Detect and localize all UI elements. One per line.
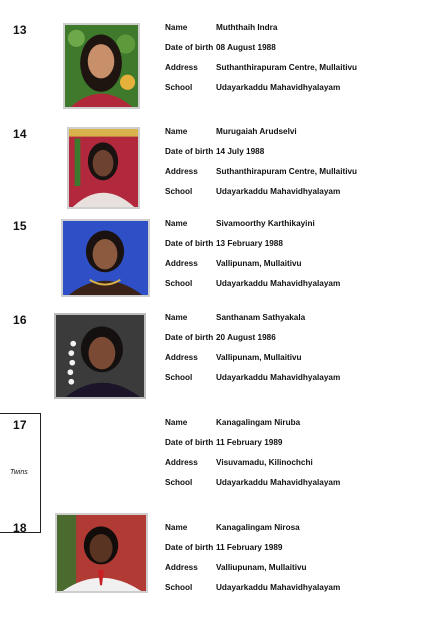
address-label: Address — [165, 63, 198, 72]
school-value: Udayarkaddu Mahavidhyalayam — [216, 187, 341, 196]
name-label: Name — [165, 219, 188, 228]
school-label: School — [165, 583, 193, 592]
school-value: Udayarkaddu Mahavidhyalayam — [216, 279, 341, 288]
portrait-photo — [55, 513, 148, 593]
portrait-photo — [61, 219, 150, 297]
address-value: Suthanthirapuram Centre, Mullaitivu — [216, 167, 358, 176]
address-label: Address — [165, 353, 198, 362]
school-label: School — [165, 279, 193, 288]
dob-label: Date of birth — [165, 239, 214, 248]
school-value: Udayarkaddu Mahavidhyalayam — [216, 83, 341, 92]
entry-number: 18 — [13, 521, 27, 535]
address-value: Visuvamadu, Kilinochchi — [216, 458, 313, 467]
address-value: Suthanthirapuram Centre, Mullaitivu — [216, 63, 358, 72]
address-label: Address — [165, 563, 198, 572]
address-label: Address — [165, 458, 198, 467]
dob-label: Date of birth — [165, 543, 214, 552]
name-label: Name — [165, 523, 188, 532]
name-value: Kanagalingam Nirosa — [216, 523, 300, 532]
dob-value: 14 July 1988 — [216, 147, 265, 156]
school-value: Udayarkaddu Mahavidhyalayam — [216, 583, 341, 592]
school-value: Udayarkaddu Mahavidhyalayam — [216, 373, 341, 382]
name-value: Muththaih Indra — [216, 23, 278, 32]
name-value: Murugaiah Arudselvi — [216, 127, 297, 136]
school-label: School — [165, 373, 193, 382]
entry-number: 13 — [13, 23, 27, 37]
name-value: Santhanam Sathyakala — [216, 313, 306, 322]
twins-label: Twins — [10, 469, 28, 476]
dob-label: Date of birth — [165, 438, 214, 447]
address-value: Valliupunam, Mullaitivu — [216, 563, 307, 572]
name-label: Name — [165, 313, 188, 322]
dob-value: 08 August 1988 — [216, 43, 276, 52]
address-value: Vallipunam, Mullaitivu — [216, 259, 302, 268]
portrait-photo — [63, 23, 140, 109]
name-label: Name — [165, 418, 188, 427]
dob-value: 11 February 1989 — [216, 438, 283, 447]
school-label: School — [165, 83, 193, 92]
name-label: Name — [165, 23, 188, 32]
dob-label: Date of birth — [165, 43, 214, 52]
address-label: Address — [165, 259, 198, 268]
entry-number: 17 — [13, 418, 27, 432]
entry-number: 16 — [13, 313, 27, 327]
entry-number: 15 — [13, 219, 27, 233]
dob-value: 11 February 1989 — [216, 543, 283, 552]
school-label: School — [165, 478, 193, 487]
address-value: Vallipunam, Mullaitivu — [216, 353, 302, 362]
name-value: Kanagalingam Niruba — [216, 418, 301, 427]
school-value: Udayarkaddu Mahavidhyalayam — [216, 478, 341, 487]
dob-value: 13 February 1988 — [216, 239, 283, 248]
portrait-photo — [54, 313, 146, 399]
name-value: Sivamoorthy Karthikayini — [216, 219, 315, 228]
school-label: School — [165, 187, 193, 196]
dob-value: 20 August 1986 — [216, 333, 276, 342]
name-label: Name — [165, 127, 188, 136]
portrait-photo — [67, 127, 140, 209]
dob-label: Date of birth — [165, 333, 214, 342]
address-label: Address — [165, 167, 198, 176]
entry-number: 14 — [13, 127, 27, 141]
dob-label: Date of birth — [165, 147, 214, 156]
